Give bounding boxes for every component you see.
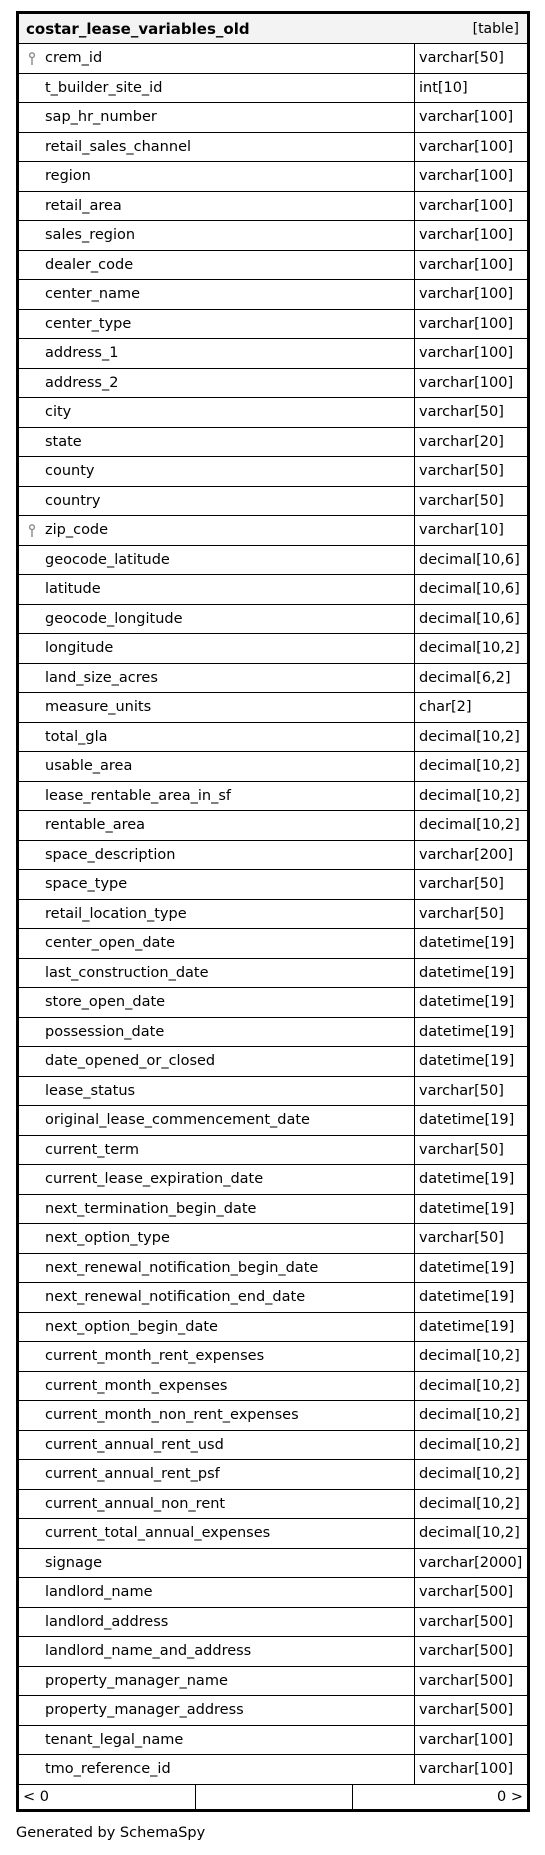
column-name: country [45, 492, 101, 509]
column-type: decimal[10,2] [419, 1495, 520, 1512]
column-row[interactable] [19, 1667, 527, 1697]
column-type: datetime[19] [419, 1259, 515, 1276]
column-name-cell [19, 1519, 415, 1548]
column-name: longitude [45, 640, 114, 657]
column-row[interactable] [19, 44, 527, 74]
column-row[interactable] [19, 369, 527, 399]
column-name-cell [19, 929, 415, 958]
column-name: next_option_type [45, 1230, 170, 1247]
column-row[interactable] [19, 1637, 527, 1667]
column-name-cell [19, 44, 415, 73]
column-type: varchar[50] [419, 404, 504, 421]
table-name[interactable]: costar_lease_variables_old [26, 19, 250, 38]
column-name: county [45, 463, 95, 480]
column-row[interactable] [19, 1224, 527, 1254]
table-kind-label: [table] [472, 20, 519, 37]
key-icon [28, 52, 36, 66]
column-name-cell [19, 310, 415, 339]
column-row[interactable] [19, 575, 527, 605]
column-type: varchar[2000] [419, 1554, 523, 1571]
column-name: possession_date [45, 1023, 165, 1040]
column-type: decimal[10,2] [419, 1525, 520, 1542]
table-header [19, 14, 527, 44]
column-name: usable_area [45, 758, 133, 775]
column-type: datetime[19] [419, 964, 515, 981]
column-name: lease_rentable_area_in_sf [45, 787, 232, 804]
column-type: decimal[10,2] [419, 728, 520, 745]
column-row[interactable] [19, 192, 527, 222]
column-name: current_term [45, 1141, 139, 1158]
column-row[interactable] [19, 841, 527, 871]
column-row[interactable] [19, 1342, 527, 1372]
column-type: datetime[19] [419, 1200, 515, 1217]
column-name: retail_location_type [45, 905, 187, 922]
column-row[interactable] [19, 1696, 527, 1726]
column-name: zip_code [45, 522, 109, 539]
column-name: current_lease_expiration_date [45, 1171, 264, 1188]
column-name-cell [19, 841, 415, 870]
column-name: current_month_expenses [45, 1377, 228, 1394]
column-name-cell [19, 133, 415, 162]
column-name: center_name [45, 286, 141, 303]
column-name: land_size_acres [45, 669, 158, 686]
column-name-cell [19, 870, 415, 899]
column-type: varchar[50] [419, 50, 504, 67]
column-row[interactable] [19, 959, 527, 989]
column-type: decimal[10,6] [419, 581, 520, 598]
column-type: varchar[100] [419, 256, 514, 273]
column-row[interactable] [19, 1490, 527, 1520]
column-name-cell [19, 280, 415, 309]
children-count[interactable]: 0 > [497, 1788, 523, 1805]
column-name-cell [19, 74, 415, 103]
column-row[interactable] [19, 1077, 527, 1107]
column-row[interactable] [19, 1106, 527, 1136]
column-name-cell [19, 1490, 415, 1519]
column-type: decimal[10,2] [419, 1436, 520, 1453]
column-name-cell [19, 516, 415, 545]
column-type: datetime[19] [419, 1289, 515, 1306]
column-name-cell [19, 1224, 415, 1253]
column-type: varchar[100] [419, 197, 514, 214]
column-row[interactable] [19, 1283, 527, 1313]
column-row[interactable] [19, 929, 527, 959]
column-row[interactable] [19, 1578, 527, 1608]
column-name-cell [19, 723, 415, 752]
column-name: sales_region [45, 227, 136, 244]
column-name-cell [19, 251, 415, 280]
column-name: date_opened_or_closed [45, 1053, 216, 1070]
column-type: decimal[10,6] [419, 551, 520, 568]
column-name-cell [19, 1460, 415, 1489]
column-name-cell [19, 1726, 415, 1755]
column-name-cell [19, 369, 415, 398]
column-row[interactable] [19, 398, 527, 428]
column-row[interactable] [19, 162, 527, 192]
column-name-cell [19, 605, 415, 634]
column-row[interactable] [19, 428, 527, 458]
column-name-cell [19, 900, 415, 929]
column-row[interactable] [19, 133, 527, 163]
column-name: current_annual_rent_usd [45, 1436, 224, 1453]
column-name-cell [19, 457, 415, 486]
column-name-cell [19, 634, 415, 663]
column-type: decimal[10,2] [419, 1348, 520, 1365]
column-row[interactable] [19, 634, 527, 664]
column-row[interactable] [19, 1254, 527, 1284]
column-name-cell [19, 959, 415, 988]
column-name: current_month_rent_expenses [45, 1348, 265, 1365]
column-type: char[2] [419, 699, 472, 716]
column-name: crem_id [45, 50, 103, 67]
column-row[interactable] [19, 103, 527, 133]
column-name: region [45, 168, 91, 185]
column-type: varchar[50] [419, 1141, 504, 1158]
column-type: varchar[100] [419, 227, 514, 244]
column-row[interactable] [19, 1372, 527, 1402]
column-name-cell [19, 1696, 415, 1725]
column-name-cell [19, 546, 415, 575]
column-name-cell [19, 1549, 415, 1578]
column-type: decimal[10,2] [419, 1466, 520, 1483]
column-type: datetime[19] [419, 994, 515, 1011]
column-type: varchar[100] [419, 1761, 514, 1778]
column-name: center_type [45, 315, 132, 332]
column-name-cell [19, 575, 415, 604]
column-row[interactable] [19, 723, 527, 753]
column-type: varchar[100] [419, 345, 514, 362]
column-row[interactable] [19, 457, 527, 487]
column-row[interactable] [19, 752, 527, 782]
column-type: varchar[500] [419, 1702, 514, 1719]
column-name-cell [19, 782, 415, 811]
column-type: varchar[50] [419, 492, 504, 509]
table-entity[interactable] [16, 11, 530, 1812]
column-name: store_open_date [45, 994, 166, 1011]
column-name: geocode_latitude [45, 551, 170, 568]
column-name-cell [19, 1254, 415, 1283]
column-row[interactable] [19, 1726, 527, 1756]
column-name: center_open_date [45, 935, 176, 952]
column-name: current_total_annual_expenses [45, 1525, 271, 1542]
column-name: retail_area [45, 197, 122, 214]
column-type: varchar[100] [419, 315, 514, 332]
column-type: decimal[10,2] [419, 1407, 520, 1424]
column-name-cell [19, 1342, 415, 1371]
column-name-cell [19, 1077, 415, 1106]
column-row[interactable] [19, 221, 527, 251]
column-row[interactable] [19, 1519, 527, 1549]
column-type: decimal[6,2] [419, 669, 511, 686]
column-name-cell [19, 752, 415, 781]
column-row[interactable] [19, 1165, 527, 1195]
column-name-cell [19, 1401, 415, 1430]
column-name-cell [19, 1755, 415, 1784]
column-type: decimal[10,2] [419, 758, 520, 775]
column-row[interactable] [19, 251, 527, 281]
column-row[interactable] [19, 693, 527, 723]
column-type: varchar[500] [419, 1643, 514, 1660]
column-row[interactable] [19, 782, 527, 812]
column-name-cell [19, 1106, 415, 1135]
column-name-cell [19, 664, 415, 693]
column-name-cell [19, 1283, 415, 1312]
column-name: space_type [45, 876, 128, 893]
column-name: measure_units [45, 699, 152, 716]
key-icon [28, 524, 36, 538]
column-type: varchar[20] [419, 433, 504, 450]
column-name: address_1 [45, 345, 119, 362]
column-name: tmo_reference_id [45, 1761, 171, 1778]
column-type: int[10] [419, 79, 468, 96]
column-name-cell [19, 811, 415, 840]
column-name: current_annual_non_rent [45, 1495, 226, 1512]
column-type: varchar[50] [419, 1230, 504, 1247]
column-type: decimal[10,2] [419, 787, 520, 804]
column-name: dealer_code [45, 256, 134, 273]
column-type: varchar[500] [419, 1672, 514, 1689]
column-name: current_month_non_rent_expenses [45, 1407, 299, 1424]
column-type: varchar[50] [419, 463, 504, 480]
column-row[interactable] [19, 1047, 527, 1077]
column-row[interactable] [19, 1313, 527, 1343]
column-row[interactable] [19, 1549, 527, 1579]
column-row[interactable] [19, 546, 527, 576]
column-name: property_manager_name [45, 1672, 228, 1689]
column-type: varchar[100] [419, 374, 514, 391]
column-row[interactable] [19, 280, 527, 310]
column-name-cell [19, 339, 415, 368]
column-type: varchar[10] [419, 522, 504, 539]
column-list [19, 44, 527, 1785]
column-row[interactable] [19, 988, 527, 1018]
column-row[interactable] [19, 1195, 527, 1225]
column-name-cell [19, 1578, 415, 1607]
column-type: varchar[50] [419, 905, 504, 922]
table-footer [19, 1785, 527, 1809]
column-name-cell [19, 1195, 415, 1224]
column-name: city [45, 404, 72, 421]
column-type: datetime[19] [419, 1318, 515, 1335]
column-row[interactable] [19, 664, 527, 694]
column-name: sap_hr_number [45, 109, 157, 126]
column-name: t_builder_site_id [45, 79, 163, 96]
column-name: signage [45, 1554, 102, 1571]
column-row[interactable] [19, 339, 527, 369]
column-name-cell [19, 1667, 415, 1696]
column-row[interactable] [19, 1608, 527, 1638]
generated-by-label: Generated by SchemaSpy [16, 1825, 206, 1841]
column-type: varchar[100] [419, 109, 514, 126]
column-type: decimal[10,2] [419, 1377, 520, 1394]
parents-count[interactable]: < 0 [19, 1785, 196, 1809]
column-type: datetime[19] [419, 1171, 515, 1188]
column-name: next_renewal_notification_begin_date [45, 1259, 319, 1276]
column-name-cell [19, 103, 415, 132]
column-name: lease_status [45, 1082, 136, 1099]
column-name: property_manager_address [45, 1702, 244, 1719]
column-name: next_termination_begin_date [45, 1200, 257, 1217]
column-name-cell [19, 221, 415, 250]
column-type: decimal[10,2] [419, 817, 520, 834]
column-name-cell [19, 1431, 415, 1460]
column-row[interactable] [19, 1755, 527, 1785]
column-name: current_annual_rent_psf [45, 1466, 220, 1483]
column-row[interactable] [19, 1460, 527, 1490]
column-name: space_description [45, 846, 176, 863]
column-name: landlord_name [45, 1584, 153, 1601]
column-name: tenant_legal_name [45, 1731, 184, 1748]
column-type: varchar[100] [419, 286, 514, 303]
column-row[interactable] [19, 310, 527, 340]
column-name-cell [19, 1313, 415, 1342]
footer-middle [196, 1785, 353, 1809]
column-type: decimal[10,6] [419, 610, 520, 627]
column-type: varchar[100] [419, 168, 514, 185]
column-type: varchar[200] [419, 846, 514, 863]
column-type: varchar[100] [419, 1731, 514, 1748]
column-type: datetime[19] [419, 1053, 515, 1070]
column-row[interactable] [19, 1401, 527, 1431]
column-type: varchar[50] [419, 876, 504, 893]
column-name: rentable_area [45, 817, 146, 834]
column-name-cell [19, 162, 415, 191]
column-name-cell [19, 988, 415, 1017]
column-type: decimal[10,2] [419, 640, 520, 657]
column-name-cell [19, 693, 415, 722]
column-row[interactable] [19, 487, 527, 517]
column-name: original_lease_commencement_date [45, 1112, 310, 1129]
column-name-cell [19, 398, 415, 427]
column-row[interactable] [19, 870, 527, 900]
column-type: varchar[500] [419, 1584, 514, 1601]
column-name-cell [19, 1018, 415, 1047]
column-row[interactable] [19, 900, 527, 930]
column-row[interactable] [19, 811, 527, 841]
column-name: latitude [45, 581, 101, 598]
column-row[interactable] [19, 1018, 527, 1048]
column-name-cell [19, 192, 415, 221]
column-name: last_construction_date [45, 964, 209, 981]
column-type: datetime[19] [419, 935, 515, 952]
column-name: next_option_begin_date [45, 1318, 218, 1335]
column-name-cell [19, 1608, 415, 1637]
column-name-cell [19, 487, 415, 516]
column-name: total_gla [45, 728, 108, 745]
column-row[interactable] [19, 74, 527, 104]
column-type: varchar[50] [419, 1082, 504, 1099]
column-name: landlord_address [45, 1613, 169, 1630]
column-row[interactable] [19, 516, 527, 546]
column-name: landlord_name_and_address [45, 1643, 252, 1660]
column-name-cell [19, 428, 415, 457]
column-name: state [45, 433, 82, 450]
column-type: datetime[19] [419, 1023, 515, 1040]
column-name-cell [19, 1165, 415, 1194]
column-type: varchar[500] [419, 1613, 514, 1630]
column-row[interactable] [19, 1431, 527, 1461]
column-name: retail_sales_channel [45, 138, 192, 155]
column-name: next_renewal_notification_end_date [45, 1289, 306, 1306]
column-name-cell [19, 1637, 415, 1666]
column-row[interactable] [19, 605, 527, 635]
column-type: datetime[19] [419, 1112, 515, 1129]
column-name: address_2 [45, 374, 119, 391]
column-type: varchar[100] [419, 138, 514, 155]
column-row[interactable] [19, 1136, 527, 1166]
column-name-cell [19, 1136, 415, 1165]
column-name-cell [19, 1372, 415, 1401]
column-name-cell [19, 1047, 415, 1076]
column-name: geocode_longitude [45, 610, 183, 627]
